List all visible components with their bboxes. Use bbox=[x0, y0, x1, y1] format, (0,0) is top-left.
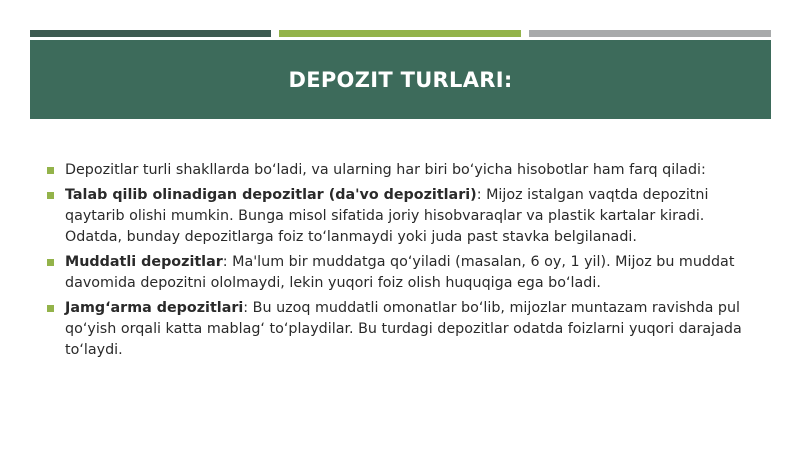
square-bullet-icon bbox=[47, 192, 54, 199]
item-text: : Ma'lum bir muddatga qo‘yiladi (masalan, 6 oy, 1 yil). Mijoz bu muddat davomida depozitni ololmaydi, lekin yuqori foiz olish huquqiga ega bo‘ladi. bbox=[65, 254, 735, 291]
accent-bar-dark-green bbox=[30, 30, 271, 37]
bullet-list bbox=[47, 160, 747, 365]
accent-bar-lime-green bbox=[279, 30, 521, 37]
list-item bbox=[47, 252, 747, 294]
item-term: Jamg‘arma depozitlari bbox=[65, 300, 244, 316]
header-accent-bars bbox=[30, 30, 771, 37]
accent-bar-gray bbox=[529, 30, 771, 37]
item-text: : Mijoz istalgan vaqtda depozitni qaytarib olishi mumkin. Bunga misol sifatida joriy hisobvaraqlar va plastik kartalar kiradi. Odatda, bunday depozitlarga foiz to‘lanmaydi yoki juda past stavka belgilanadi. bbox=[65, 187, 709, 245]
list-item bbox=[47, 298, 747, 361]
square-bullet-icon bbox=[47, 259, 54, 266]
title-band bbox=[30, 40, 771, 119]
list-item bbox=[47, 160, 747, 181]
item-text: Depozitlar turli shakllarda bo‘ladi, va ularning har biri bo‘yicha hisobotlar ham farq qiladi: bbox=[65, 162, 706, 178]
item-term: Muddatli depozitlar bbox=[65, 254, 223, 270]
item-text: : Bu uzoq muddatli omonatlar bo‘lib, mijozlar muntazam ravishda pul qo‘yish orqali katta mablag‘ to‘playdilar. Bu turdagi depozitlar odatda foizlarni yuqori darajada to‘laydi. bbox=[65, 300, 742, 358]
square-bullet-icon bbox=[47, 305, 54, 312]
item-term: Talab qilib olinadigan depozitlar (da'vo depozitlari) bbox=[65, 187, 477, 203]
list-item bbox=[47, 185, 747, 248]
slide-title: DEPOZIT TURLARI: bbox=[288, 67, 513, 92]
square-bullet-icon bbox=[47, 167, 54, 174]
